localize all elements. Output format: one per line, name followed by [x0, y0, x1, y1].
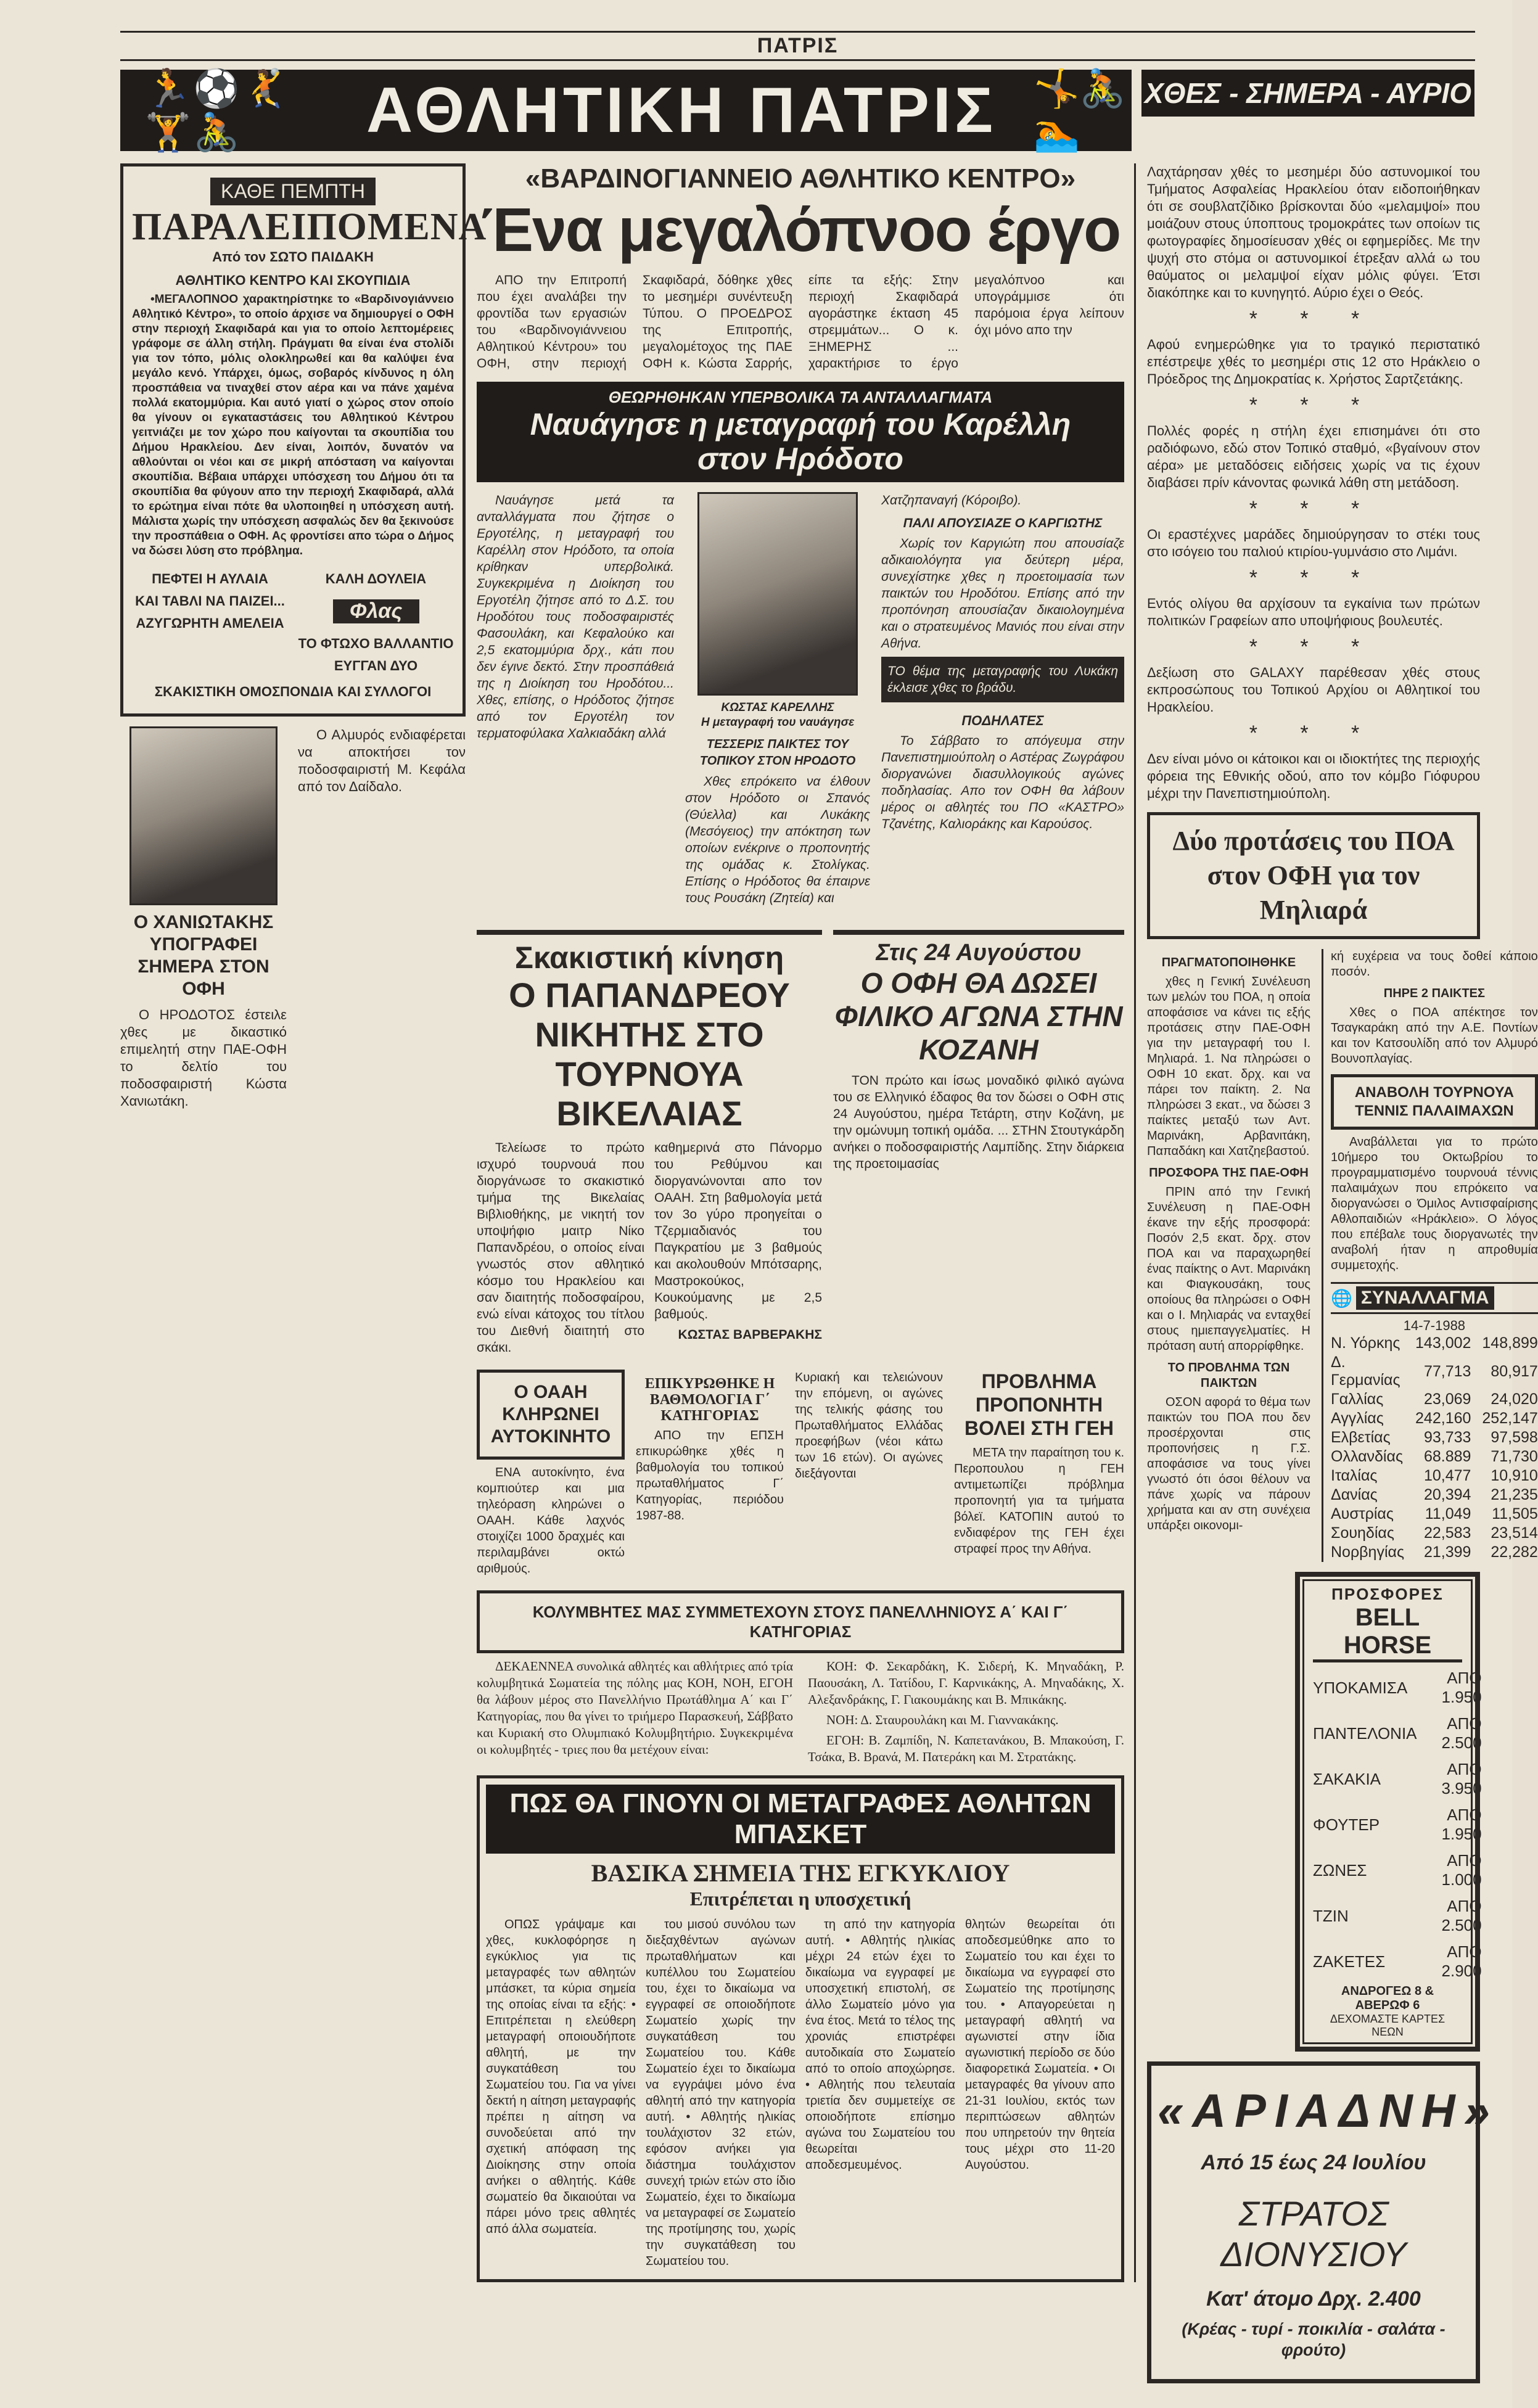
- article-kicker: Στις 24 Αυγούστου: [876, 940, 1082, 966]
- item-name: ΣΑΚΑΚΙΑ: [1313, 1769, 1381, 1788]
- separator: * * *: [1249, 307, 1378, 331]
- separator: * * *: [1249, 566, 1378, 590]
- article-kicker: ΒΑΣΙΚΑ ΣΗΜΕΙΑ ΤΗΣ ΕΓΚΥΚΛΙΟΥ: [591, 1859, 1010, 1887]
- paragraph: Οι εραστέχνες μαράδες δημιούργησαν το στέκι τους στο ισόγειο του παλιού κτιρίου-γυμνάσιο στο Λιμάνι.: [1147, 527, 1480, 559]
- item-price: ΑΠΟ 1.950: [1441, 1669, 1482, 1706]
- highlight-box: ΤΟ θέμα της μεταγραφής του Λυκάκη έκλεισε χθες το βράδυ.: [881, 657, 1124, 702]
- masthead: ΠΑΤΡΙΣ: [120, 31, 1475, 61]
- exchange-title: ΣΥΝΑΛΛΑΓΜΑ: [1356, 1286, 1494, 1310]
- flash-badge: Φλας: [333, 599, 419, 623]
- oaah-headline-box: Ο ΟΑΑΗ ΚΛΗΡΩΝΕΙ ΑΥΤΟΚΙΝΗΤΟ: [477, 1370, 625, 1460]
- exchange-country: Γαλλίας: [1331, 1391, 1384, 1408]
- article-headline: ΠΡΟΒΛΗΜΑ ΠΡΟΠΟΝΗΤΗ ΒΟΛΕΙ ΣΤΗ ΓΕΗ: [964, 1370, 1114, 1439]
- player-photo: [130, 726, 278, 905]
- paragraph: ΚΟΗ: Φ. Σεκαρδάκη, Κ. Σιδερή, Κ. Μηναδάκη, Ρ. Παουσάκη, Λ. Τατίδου, Γ. Καρνικάκης, Α. Μηναδάκης, Χ. Αλεξανδράκης, Γ. Γιακουμάκης και Β. Μπικάκης.: [808, 1659, 1124, 1707]
- ariadni-ad: [1147, 2061, 1499, 2383]
- exchange-sell: 80,917: [1491, 1362, 1538, 1380]
- exchange-country: Δανίας: [1331, 1486, 1378, 1503]
- banner-row: [120, 70, 1475, 151]
- ad-address: ΑΝΔΡΟΓΕΩ 8 & ΑΒΕΡΩΦ 6: [1341, 1984, 1434, 2012]
- subheading: ΤΟ ΦΤΩΧΟ ΒΑΛΛΑΝΤΙΟ: [298, 636, 454, 651]
- article-body: [120, 1006, 287, 1110]
- column-banner: [1141, 70, 1474, 117]
- exchange-country: Δ. Γερμανίας: [1331, 1354, 1400, 1389]
- paraleipomena-column: [120, 163, 487, 717]
- exchange-date: 14-7-1988: [1403, 1318, 1466, 1333]
- exchange-sell: 71,730: [1491, 1448, 1538, 1465]
- ad-artist: ΣΤΡΑΤΟΣ ΔΙΟΝΥΣΙΟΥ: [1220, 2194, 1407, 2274]
- article-body: [477, 492, 674, 746]
- article-kicker: ΘΕΩΡΗΘΗΚΑΝ ΥΠΕΡΒΟΛΙΚΑ ΤΑ ΑΝΤΑΛΛΑΓΜΑΤΑ: [608, 388, 993, 406]
- exchange-buy: 77,713: [1423, 1362, 1471, 1380]
- article-body: [477, 1465, 625, 1577]
- exchange-header: [1331, 1282, 1538, 1314]
- paragraph: Αναβάλλεται για το πρώτο 10ήμερο του Οκτωβρίου το προγραμματισμένο τουρνουά τέννις παλαιμάχων που επρόκειτο να διοργανώσει ο Όμιλος Αντισφαίρισης Αθλοπαιδιών «Ηράκλειο». Ο λόγος που επέβαλε τους διοργανωτές την αναβολή ήταν η απροθυμία συμμετοχής.: [1331, 1135, 1538, 1272]
- price-row: [1313, 1847, 1482, 1893]
- paragraph: Λαχτάρησαν χθές το μεσημέρι δύο αστυνομικοί του Τμήματος Ασφαλείας Ηρακλείου όταν ειδοποιήθηκαν ότι σε σουβλατζίδικο βρίσκονται δύο «μελαμψοί» που μοιάζουν στους ύποπτους τρομοκράτες των οποίων τις φωτογραφίες δημοσίευσαν χθές οι εφημερίδες. Με την ψυχή στο στόμα οι αστυνομικοί έτρεξαν αλλά ω του θαύματος οι μελαμψοί είχαν μόλις φύγει. Έτσι διακόπηκε και το κυνηγητό. Αύριο έχει ο Θεός.: [1147, 164, 1480, 300]
- exchange-sell: 10,910: [1491, 1467, 1538, 1484]
- exchange-sell: 22,282: [1491, 1543, 1538, 1561]
- ad-title: «ΑΡΙΑΔΝΗ»: [1158, 2085, 1499, 2137]
- ad-brand: BELL HORSE: [1313, 1604, 1462, 1662]
- briefs-row: [477, 1370, 1124, 1580]
- subheading: ΕΥΓΓΑΝ ΔΥΟ: [334, 658, 418, 673]
- ad-menu: (Κρέας - τυρί - ποικιλία - σαλάτα - φρούτο): [1182, 2320, 1445, 2359]
- article-headline: Ναυάγησε η μεταγραφή του Καρέλλη στον Ηρόδοτο: [530, 407, 1071, 476]
- paragraph: ΤΟΝ πρώτο και ίσως μοναδικό φιλικό αγώνα του σε Ελληνικό έδαφος θα τον δώσει ο ΟΦΗ στις 24 Αυγούστου, ημέρα Τετάρτη, στην Κοζάνη, με την ομώνυμη τοπική ομάδα. ... ΣΤΗΝ Στουτγκάρδη ανήκει ο ποδοσφαιριστής Λαμπίδης. Στην διάρκεια της προετοιμασίας: [833, 1074, 1124, 1171]
- exchange-sell: 24,020: [1491, 1391, 1538, 1408]
- article-body: [685, 736, 870, 906]
- article-kicker: «ΒΑΡΔΙΝΟΓΙΑΝΝΕΙΟ ΑΘΛΗΤΙΚΟ ΚΕΝΤΡΟ»: [525, 163, 1076, 194]
- bell-horse-ad: [1295, 1572, 1480, 2052]
- paragraph: καθημερινά στο Πάνορμο του Ρεθύμνου και διοργανώνονται απο τον ΟΑΑΗ. Στη βαθμολογία μετά τον 3ο γύρο προηγείται ο Τζερμιαδιανός του Παγκρατίου με 3 βαθμούς και ακολουθούν Μπότσαρης, Μαστροκούκος, Κουκούμανης με 2,5 βαθμούς.: [654, 1141, 822, 1321]
- paragraph: Ο Αλμυρός ενδιαφέρεται να αποκτήσει τον ποδοσφαιριστή Μ. Κεφάλα από τον Δαίδαλο.: [298, 727, 466, 794]
- price-row: [1313, 1756, 1482, 1802]
- price-row: [1313, 1802, 1482, 1847]
- paragraph: Χωρίς τον Καργιώτη που απουσίαζε αδικαιολόγητα για δεύτερη μέρα, συνεχίστηκε χθες η προετοιμασία των παικτών του Ηροδότου. Επίσης από την προπόνηση απουσίαζαν δικαιολογημένα και ο στρατευμένος Μανιός που είναι στην Αθήνα.: [881, 536, 1124, 651]
- exchange-buy: 143,002: [1415, 1334, 1471, 1352]
- subheading: ΕΠΙΚΥΡΩΘΗΚΕ Η ΒΑΘΜΟΛΟΓΙΑ Γ΄ ΚΑΤΗΓΟΡΙΑΣ: [644, 1376, 775, 1424]
- separator: * * *: [1249, 721, 1378, 745]
- exchange-buy: 242,160: [1415, 1410, 1471, 1427]
- paragraph: ΜΕΤΑ την παραίτηση του κ. Περοπουλου η ΓΕΗ αντιμετωπίζει πρόβλημα προπονητή για τα τμήματα βόλεϊ. ΚΑΤΟΠΙΝ αυτού το ενδιαφέρον της ΓΕΗ έχει στραφεί προς την Αθήνα.: [954, 1446, 1124, 1556]
- paragraph: Πολλές φορές η στήλη έχει επισημάνει ότι στο ραδιόφωνο, εδώ στον Τοπικό σταθμό, «βγαίνουν στον αέρα» με μεταδόσεις ειδήσεις χωρίς να τις έχουν διαβάσει πρίν κάνοντας φωνικά λάθη στη μετάδοση.: [1147, 423, 1480, 490]
- item-price: ΑΠΟ 3.950: [1441, 1760, 1482, 1798]
- section-title: ΑΘΛΗΤΙΚΗ ΠΑΤΡΙΣ: [366, 74, 997, 146]
- price-row: [1313, 1665, 1482, 1711]
- paragraph: Δεν είναι μόνο οι κάτοικοι και οι ιδιοκτήτες της περιοχής φόρεια της Εθνικής οδού, απο τον κόμβο Γιόφυρου μέχρι την Πανεπιστημιούπολη.: [1147, 751, 1480, 801]
- item-price: ΑΠΟ 1.000: [1441, 1851, 1482, 1889]
- article-body: [477, 1140, 644, 1360]
- globe-dollar-icon: 🌐: [1331, 1288, 1352, 1308]
- paragraph: Εντός ολίγου θα αρχίσουν τα εγκαίνια των πρώτων πολιτικών Γραφείων απο υποψήφιους βουλευτές.: [1147, 596, 1480, 628]
- exchange-buy: 68.889: [1423, 1448, 1471, 1465]
- player-photo: [697, 492, 858, 696]
- page-columns: [120, 163, 1538, 2383]
- paragraph: ΟΠΩΣ γράψαμε και χθες, κυκλοφόρησε η εγκύκλιος για τις μεταγραφές των αθλητών μπάσκετ, τα κύρια σημεία της οποίας είναι τα εξής: • Επιτρέπεται η ελεύθερη μεταγραφή οποιουδήποτε αθλητή, με την συγκατάθεση του Σωματείου του. Για να γίνει δεκτή η αίτηση μεταγραφής πρέπει η αίτηση να συνοδεύεται από την σχετική απόφαση της Διοίκησης στην οποία ανήκει ο αθλητής. Κάθε σωματείο θα δικαιούται να πάρει μόνο τρεις αθλητές από άλλα σωματεία.: [486, 1918, 636, 2236]
- ad-dates: Από 15 έως 24 Ιουλίου: [1201, 2151, 1426, 2174]
- exchange-country: Ιταλίας: [1331, 1467, 1378, 1484]
- subheading: ΠΕΦΤΕΙ Η ΑΥΛΑΙΑ: [152, 571, 268, 586]
- paragraph: θλητών θεωρείται ότι αποδεσμεύθηκε απο το Σωματείο του και έχει το δικαίωμα να εγγραφεί στο Σωματείο της προτίμησης του. • Απαγορεύεται η μεταγραφή αθλητή να αγωνιστεί στην ίδια αγωνιστική περίοδο σε δύο διαφορετικά Σωματεία. • Οι μεταγραφές θα γίνουν απο 21-31 Ιουλίου, εκτός των περιπτώσεων αθλητών που υπηρετούν την θητεία τους μέχρι στο 11-20 Αυγούστου.: [965, 1918, 1115, 2172]
- separator: * * *: [1249, 635, 1378, 659]
- article-body: [833, 1072, 1124, 1172]
- exchange-country: Ολλανδίας: [1331, 1448, 1403, 1465]
- item-price: ΑΠΟ 1.950: [1441, 1806, 1482, 1843]
- swimmers-headline-box: ΚΟΛΥΜΒΗΤΕΣ ΜΑΣ ΣΥΜΜΕΤΕΧΟΥΝ ΣΤΟΥΣ ΠΑΝΕΛΛΗΝΙΟΥΣ Α΄ ΚΑΙ Γ΄ ΚΑΤΗΓΟΡΙΑΣ: [477, 1590, 1124, 1653]
- chthes-simera-avrio-column: [1147, 163, 1480, 802]
- article-body: [1147, 949, 1310, 1537]
- subheading: ΠΡΟΣΦΟΡΑ ΤΗΣ ΠΑΕ-ΟΦΗ: [1149, 1166, 1309, 1180]
- item-name: ΦΟΥΤΕΡ: [1313, 1815, 1380, 1834]
- subheading: ΣΚΑΚΙΣΤΙΚΗ ΟΜΟΣΠΟΝΔΙΑ ΚΑΙ ΣΥΛΛΟΓΟΙ: [154, 684, 432, 699]
- paragraph: Χατζηπαναγή (Κόροιβο).: [881, 493, 1022, 507]
- exchange-row: [1331, 1466, 1538, 1485]
- ad-price: Κατ' άτομο Δρχ. 2.400: [1206, 2287, 1421, 2311]
- item-name: ΖΑΚΕΤΕΣ: [1313, 1952, 1386, 1971]
- article-body: [965, 1917, 1115, 2273]
- item-name: ΥΠΟΚΑΜΙΣΑ: [1313, 1678, 1408, 1697]
- headline-block: [477, 382, 1124, 482]
- exchange-row: [1331, 1505, 1538, 1524]
- exchange-sell: 23,514: [1491, 1524, 1538, 1542]
- article-body: [1331, 1135, 1538, 1273]
- item-price: ΑΠΟ 2.500: [1441, 1897, 1482, 1934]
- article-body: [795, 1370, 943, 1485]
- poa-headline-box: Δύο προτάσεις του ΠΟΑ στον ΟΦΗ για τον Μηλιαρά: [1147, 812, 1480, 939]
- paragraph: Ο ΗΡΟΔΟΤΟΣ έστειλε χθες με δικαστικό επιμελητή στην ΠΑΕ-ΟΦΗ το δελτίο του ποδοσφαιριστή Κώστα Χανιωτάκη.: [120, 1007, 287, 1109]
- exchange-row: [1331, 1543, 1538, 1562]
- left-column: [120, 163, 487, 1114]
- article-kicker: Σκακιστική κίνηση: [514, 940, 784, 975]
- subheading: ΑΘΛΗΤΙΚΟ ΚΕΝΤΡΟ ΚΑΙ ΣΚΟΥΠΙΔΙΑ: [175, 273, 411, 288]
- separator: * * *: [1249, 393, 1378, 417]
- exchange-buy: 10,477: [1423, 1467, 1471, 1484]
- article-body: [477, 272, 1124, 372]
- exchange-country: Νορβηγίας: [1331, 1543, 1405, 1561]
- article-headline: Ένα μεγαλόπνοο έργο: [480, 195, 1121, 265]
- subheading: ΑΖΥΓΩΡΗΤΗ ΑΜΕΛΕΙΑ: [136, 615, 284, 631]
- exchange-row: [1331, 1334, 1538, 1353]
- exchange-row: [1331, 1390, 1538, 1409]
- paragraph: ΕΝΑ αυτοκίνητο, ένα κομπιούτερ και μια τηλεόραση κληρώνει ο ΟΑΑΗ. Κάθε λαχνός στοιχίζει 1000 δραχμές και περιλαμβάνει οκτώ αριθμούς.: [477, 1466, 625, 1576]
- byline: Από τον ΣΩΤΟ ΠΑΙΔΑΚΗ: [212, 249, 374, 265]
- sports-pictograms-icon: 🤸🚴🏊: [1034, 68, 1126, 153]
- paragraph: τη από την κατηγορία αυτή. • Αθλητής ηλικίας μέχρι 24 ετών έχει το δικαίωμα να εγγραφεί με υποσχετική επιστολή, σε άλλο Σωματείο μόνο για ένα έτος. Μετά το τέλος της χρονιάς επιστρέφει αυτοδικαία στο Σωματείο από το οποίο αποχώρησε. • Αθλητής που τελευταία τριετία δεν συμμετείχε σε οποιοδήποτε επίσημο αγώνα του Σωματείου του θεωρείται αποδεσμευμένος.: [805, 1918, 955, 2172]
- item-price: ΑΠΟ 2.900: [1441, 1942, 1482, 1980]
- chaniotakis-block: [120, 726, 466, 1114]
- exchange-country: Αυστρίας: [1331, 1505, 1394, 1522]
- column-banner-title: ΧΘΕΣ - ΣΗΜΕΡΑ - ΑΥΡΙΟ: [1145, 77, 1471, 109]
- paragraph: Τελείωσε το πρώτο ισχυρό τουρνουά που διοργάνωσε το σκακιστικό τμήμα της Βικελαίας Βιβλιοθήκης, με νικητή τον υποψήφιο μαιτρ Νίκο Παπανδρέου, ο οποίος είναι γνωστός στον αθλητικό κόσμο του Ηρακλείου και σαν διαιτητής ποδοσφαίρου, ενώ είναι κάτοχος του τίτλου του Διεθνή διαιτητή στο σκάκι.: [477, 1141, 644, 1355]
- paragraph: Χθες ο ΠΟΑ απέκτησε τον Τσαγκαράκη από την Α.Ε. Ποντίων και τον Κατσουλίδη από τον Αλμυρό Βουνοπλαγίας.: [1331, 1006, 1538, 1066]
- price-row: [1313, 1893, 1482, 1939]
- paragraph: ΠΡΙΝ από την Γενική Συνέλευση η ΠΑΕ-ΟΦΗ έκανε την εξής προσφορά: Ποσόν 2,5 εκατ. δρχ. στον ΠΟΑ και να παραχωρηθεί ένας παίκτης ο Αντ. Μαρινάκη και Φιαγκουσάκη, τους οποίους θα πληρώσει ο ΟΦΗ και ο Ι. Μηλιαράς να ενταχθεί στους ημιεπαγγελματίες. Η πρόταση αυτή απορρίφθηκε.: [1147, 1185, 1310, 1353]
- exchange-buy: 93,733: [1423, 1429, 1471, 1446]
- paragraph: Κυριακή και τελειώνουν την επόμενη, οι αγώνες της τελικής φάσης του Πρωταθλήματος Ελλάδας προεφήβων (νέοι κάτω των 16 ετών). Οι αγώνες διεξάγονται: [795, 1371, 943, 1481]
- author: ΚΩΣΤΑΣ ΒΑΡΒΕΡΑΚΗΣ: [678, 1328, 822, 1342]
- paragraph: •ΜΕΓΑΛΟΠΝΟΟ χαρακτηρίστηκε το «Βαρδινογιάννειο Αθλητικό Κέντρο», το οποίο άρχισε να δημιουργεί ο ΟΦΗ στην περιοχή Σκαφιδαρά και για το οποίο λεπτομέρειες γράφομε σε άλλη στήλη. Πράγματι θα είναι ένα στολίδι για τον τόπο, μόλις ολοκληρωθεί και θα καλύψει ένα μεγάλο κενό. Υπάρχει, όμως, σοβαρός κίνδυνος η όλη προσπάθεια να τιναχθεί στον αέρα και να πάνε χαμένα πολλά εκατομμύρια. Και αυτό γιατί ο χώρος στον οποίο θα γίνουν οι εγκαταστάσεις του Αθλητικού Κέντρου γειτνιάζει με τον χώρο που καίγονται τα σκουπίδια του Δήμου Ηρακλείου. Δεν είναι, λοιπόν, δυνατόν να αθλούνται οι νέοι και σε μικρή απόσταση να καίγονται σκουπίδια. Βέβαια υπάρχει υπόσχεση του Δήμου ότι τα σκουπίδια θα φύγουν απο την περιοχή Σκαφιδαρά, αλλά το ερώτημα είναι πότε θα υλοποιηθεί η υπόσχεση αυτή. Μάλιστα χωρίς την υπόσχεση ασφαλώς δεν θα ξεκινούσε την προσπάθεια ο ΟΦΗ. Ας φροντίσει απο τώρα ο Δήμος να δώσει λύση στο πρόβλημα.: [132, 293, 454, 557]
- paragraph: Αφού ενημερώθηκε για το τραγικό περιστατικό επέστρεψε χθές το μεσημέρι στις 12 στο Ηράκλειο ο Πρόεδρος της Δημοκρατίας κ. Χρήστος Σαρτζετάκης.: [1147, 337, 1480, 387]
- exchange-sell: 252,147: [1482, 1410, 1538, 1427]
- basket-article-frame: [477, 1775, 1124, 2282]
- paragraph: Χθες επρόκειτο να έλθουν στον Ηρόδοτο οι Σπανός (Θύελλα) και Λυκάκης (Μεσόγειος) την απόκτηση των οποίων ενέκρινε ο προπονητής της ομάδας κ. Στολίγκας. Επίσης ο Ηρόδοτος θα έπαιρνε τους Ρουσάκη (Ζητεία) και: [685, 775, 870, 905]
- sports-pictograms-icon: 🏃⚽🤾🏋🚴: [145, 68, 291, 153]
- separator: * * *: [1249, 497, 1378, 520]
- photo-caption: ΚΩΣΤΑΣ ΚΑΡΕΛΛΗΣ Η μεταγραφή του ναυάγησε: [701, 701, 855, 729]
- exchange-sell: 97,598: [1491, 1429, 1538, 1446]
- article-body: [477, 1658, 1124, 1765]
- article-body: [486, 1917, 636, 2273]
- karellis-columns: [477, 492, 1124, 910]
- paragraph: Ναυάγησε μετά τα ανταλλάγματα που ζήτησε ο Εργοτέλης, η μεταγραφή του Καρέλλη στον Ηρόδοτο, τα οποία κρίθηκαν υπερβολικά. Συγκεκριμένα η Διοίκηση του Εργοτέλη ζήτησε από το Δ.Σ. του Ηροδότου τους ποδοσφαιριστές Φασουλάκη, και Κεφαλούκο και 2,5 εκατομμύρια δρχ., κάτι που δεν έγινε δεκτό. Στην προσπάθειά της η Διοίκηση του Ηροδότου... Χθες, επίσης, ο Ηρόδοτος ζήτησε από τον Εργοτέλη τον τερματοφύλακα Χαλκιαδάκη αλλά: [477, 493, 674, 741]
- paragraph: Δεξίωση στο GALAXY παρέθεσαν χθές στους εκπροσώπους του Τοπικού Αρχίου οι Αθλητικοί του Ηρακλείου.: [1147, 665, 1480, 715]
- exchange-country: Αγγλίας: [1331, 1410, 1384, 1427]
- exchange-row: [1331, 1485, 1538, 1505]
- price-list: [1313, 1665, 1482, 1984]
- swimmers-article: [477, 1590, 1124, 1765]
- item-name: ΠΑΝΤΕΛΟΝΙΑ: [1313, 1724, 1417, 1743]
- ad-cards: ΔΕΧΟΜΑΣΤΕ ΚΑΡΤΕΣ ΝΕΩΝ: [1330, 2013, 1445, 2038]
- exchange-table: [1331, 1334, 1538, 1562]
- article-headline: Ο ΠΑΠΑΝΔΡΕΟΥ ΝΙΚΗΤΗΣ ΣΤΟ ΤΟΥΡΝΟΥΑ ΒΙΚΕΛΑΙΑΣ: [509, 976, 790, 1133]
- section-banner: [120, 70, 1132, 151]
- exchange-sell: 148,899: [1482, 1334, 1538, 1352]
- item-name: ΖΩΝΕΣ: [1313, 1860, 1367, 1880]
- article-body: [298, 726, 466, 799]
- paragraph: ΕΓΟΗ: Β. Ζαμπίδη, Ν. Καπετανάκου, Β. Μπακούση, Γ. Τσάκα, Β. Βρανά, Μ. Πατεράκη και Μ. Στρατάκης.: [808, 1733, 1124, 1764]
- subheading: ΠΡΑΓΜΑΤΟΠΟΙΗΘΗΚΕ: [1161, 956, 1296, 969]
- article-body: [636, 1370, 784, 1527]
- exchange-buy: 22,583: [1423, 1524, 1471, 1542]
- exchange-row: [1331, 1409, 1538, 1428]
- centre-column: [477, 163, 1136, 2282]
- exchange-buy: 11,049: [1425, 1505, 1471, 1522]
- article-body: [1331, 949, 1538, 1067]
- chess-friendly-row: [477, 920, 1124, 1360]
- exchange-row: [1331, 1447, 1538, 1466]
- paragraph: ΔΕΚΑΕΝΝΕΑ συνολικά αθλητές και αθλήτριες από τρία κολυμβητικά Σωματεία της πόλης μας ΚΟΗ, ΝΟΗ, ΕΓΟΗ θα λάβουν μέρος στο Πανελλήνιο Πρωτάθλημα Α΄ και Γ΄ Κατηγορίας, που θα γίνει το τριήμερο Παρασκευή, Σάββατο και Κυριακή στο Ολυμπιακό Κολυμβητήριο. Συγκεκριμένα οι κολυμβητές - τριες που θα μετέχουν είναι:: [477, 1659, 793, 1757]
- paragraph: ΑΠΟ την Επιτροπή που έχει αναλάβει την φροντίδα των εργασιών του «Βαρδινογιάννειου Αθλητικού Κέντρου» του ΟΦΗ, στην περιοχή Σκαφιδαρά, δόθηκε χθες το μεσημέρι συνέντευξη Τύπου. Ο ΠΡΟΕΔΡΟΣ της Επιτροπής, μεγαλομέτοχος της ΠΑΕ ΟΦΗ κ. Κώστα Σαρρής, είπε τα εξής: Στην περιοχή Σκαφιδαρά αγοράστηκε έκταση 45 στρεμμάτων... Ο κ. ΞΗΜΕΡΗΣ ... χαρακτήρισε το έργο μεγαλόπνοο και υπογράμμισε ότι παρόμοια έργα λείπουν όχι μόνο απο την: [477, 273, 1124, 371]
- subheading: ΤΟ ΠΡΟΒΛΗΜΑ ΤΩΝ ΠΑΙΚΤΩΝ: [1167, 1361, 1290, 1390]
- paragraph: Το Σάββατο το απόγευμα στην Πανεπιστημιούπολη ο Αστέρας Ζωγράφου διοργανώνει διασυλλογικούς αγώνες ποδηλασίας. Απο τον ΟΦΗ θα λάβουν μέρος οι αθλητές του ΠΟ «ΚΑΣΤΡΟ» Τζανέτης, Καλιοράκης και Καρούσος.: [881, 734, 1124, 831]
- poa-columns: [1147, 949, 1538, 1562]
- exchange-row: [1331, 1428, 1538, 1447]
- paragraph: ΝΟΗ: Δ. Σταυρουλάκη και Μ. Γιαννακάκης.: [826, 1712, 1059, 1727]
- subheading: ΠΗΡΕ 2 ΠΑΙΚΤΕΣ: [1383, 987, 1486, 1000]
- exchange-sell: 21,235: [1491, 1486, 1538, 1503]
- ad-kicker: ΠΡΟΣΦΟΡΕΣ: [1331, 1585, 1444, 1603]
- subheading: ΚΑΛΗ ΔΟΥΛΕΙΑ: [325, 571, 427, 586]
- price-row: [1313, 1939, 1482, 1984]
- article-body: [132, 292, 454, 559]
- exchange-buy: 23,069: [1423, 1391, 1471, 1408]
- paragraph: ΟΣΟΝ αφορά το θέμα των παικτών του ΠΟΑ που δεν προσέρχονται στις προπονήσεις η Γ.Σ. αποφάσισε να τους γίνει γνωστό ότι όσοι θέλουν να πάνε χωρίς να πάρουν χρήματα και αν στη συνέχεια υπάρξει οικονομι-: [1147, 1395, 1310, 1532]
- subheading: ΠΑΛΙ ΑΠΟΥΣΙΑΖΕ Ο ΚΑΡΓΙΩΤΗΣ: [903, 516, 1103, 530]
- column-kicker: ΚΑΘΕ ΠΕΜΠΤΗ: [210, 178, 376, 205]
- exchange-country: Ν. Υόρκης: [1331, 1334, 1400, 1352]
- paragraph: χθες η Γενική Συνέλευση των μελών του ΠΟΑ, η οποία αποφάσισε να κάνει τις εξής προτάσεις στην ΠΑΕ-ΟΦΗ για την μεταγραφή του Ι. Μηλιαρά. 1. Να πληρώσει ο ΟΦΗ 10 εκατ. δρχ. και να πάρει τον παίκτη. 2. Να πληρώσει 3 εκατ., να δώσει 3 παίκτες μεταξύ των Αντ. Μαρινάκη, Αρβανιτάκη, Παπαδάκη και Χατζηεβαστού.: [1147, 975, 1310, 1158]
- column-title: ΠΑΡΑΛΕΙΠΟΜΕΝΑ: [132, 206, 487, 248]
- right-column: [1147, 163, 1538, 2383]
- photo-caption: Ο ΧΑΝΙΩΤΑΚΗΣ ΥΠΟΓΡΑΦΕΙ ΣΗΜΕΡΑ ΣΤΟΝ ΟΦΗ: [133, 912, 274, 999]
- exchange-sell: 11,505: [1492, 1505, 1538, 1522]
- subheading: ΤΕΣΣΕΡΙΣ ΠΑΙΚΤΕΣ ΤΟΥ ΤΟΠΙΚΟΥ ΣΤΟΝ ΗΡΟΔΟΤΟ: [699, 738, 856, 768]
- paragraph: του μισού συνόλου των διεξαχθέντων αγώνων πρωταθλήματων και κυπέλλου του Σωματείου του, έχει το δικαίωμα να εγγραφεί σε οποιοδήποτε Σωματείο χωρίς την συγκατάθεση του Σωματείου του. Κάθε Σωματείο έχει το δικαίωμα να εγγράψει μόνο ένα αθλητή από την κατηγορία αυτή. • Αθλητής ηλικίας τουλάχιστον 32 ετών, εφόσον ανήκει για διάστημα τουλάχιστον συνεχή τριών ετών στο ίδιο Σωματείο, έχει το δικαίωμα να μεταγραφεί σε Σωματείο της προτίμησης του, χωρίς την συγκατάθεση του Σωματείου του.: [646, 1918, 796, 2268]
- paragraph: κή ευχέρεια να τους δοθεί κάποιο ποσόν.: [1331, 950, 1538, 979]
- article-body: [654, 1140, 822, 1360]
- exchange-country: Ελβετίας: [1331, 1429, 1391, 1446]
- friendly-article: [833, 930, 1124, 1176]
- headline-block: [486, 1785, 1115, 1854]
- price-row: [1313, 1711, 1482, 1756]
- tennis-headline-box: ΑΝΑΒΟΛΗ ΤΟΥΡΝΟΥΑ ΤΕΝΝΙΣ ΠΑΛΑΙΜΑΧΩΝ: [1331, 1074, 1538, 1130]
- item-price: ΑΠΟ 2.500: [1441, 1714, 1482, 1752]
- subheading: ΠΟΔΗΛΑΤΕΣ: [961, 713, 1044, 728]
- article-subtitle: Επιτρέπεται η υποσχετική: [689, 1888, 911, 1910]
- article-headline: ΠΩΣ ΘΑ ΓΙΝΟΥΝ ΟΙ ΜΕΤΑΓΡΑΦΕΣ ΑΘΛΗΤΩΝ ΜΠΑΣΚΕΤ: [509, 1788, 1092, 1849]
- exchange-country: Σουηδίας: [1331, 1524, 1394, 1542]
- paragraph: ΑΠΟ την ΕΠΣΗ επικυρώθηκε χθές η βαθμολογία του τοπικού πρωταθλήματος Γ΄ Κατηγορίας, περιόδου 1987-88.: [636, 1429, 784, 1522]
- article-body: [646, 1917, 796, 2273]
- item-name: ΤΖΙΝ: [1313, 1906, 1349, 1925]
- exchange-row: [1331, 1353, 1538, 1390]
- exchange-buy: 21,399: [1423, 1543, 1471, 1561]
- article-sidebar: [881, 492, 1124, 836]
- exchange-buy: 20,394: [1423, 1486, 1471, 1503]
- article-headline: Ο ΟΦΗ ΘΑ ΔΩΣΕΙ ΦΙΛΙΚΟ ΑΓΩΝΑ ΣΤΗΝ ΚΟΖΑΝΗ: [834, 967, 1123, 1066]
- article-body: [805, 1917, 955, 2273]
- article-body: [954, 1445, 1124, 1557]
- chess-article: [477, 930, 822, 1360]
- subheading: ΚΑΙ ΤΑΒΛΙ ΝΑ ΠΑΙΖΕΙ...: [135, 593, 285, 609]
- exchange-row: [1331, 1524, 1538, 1543]
